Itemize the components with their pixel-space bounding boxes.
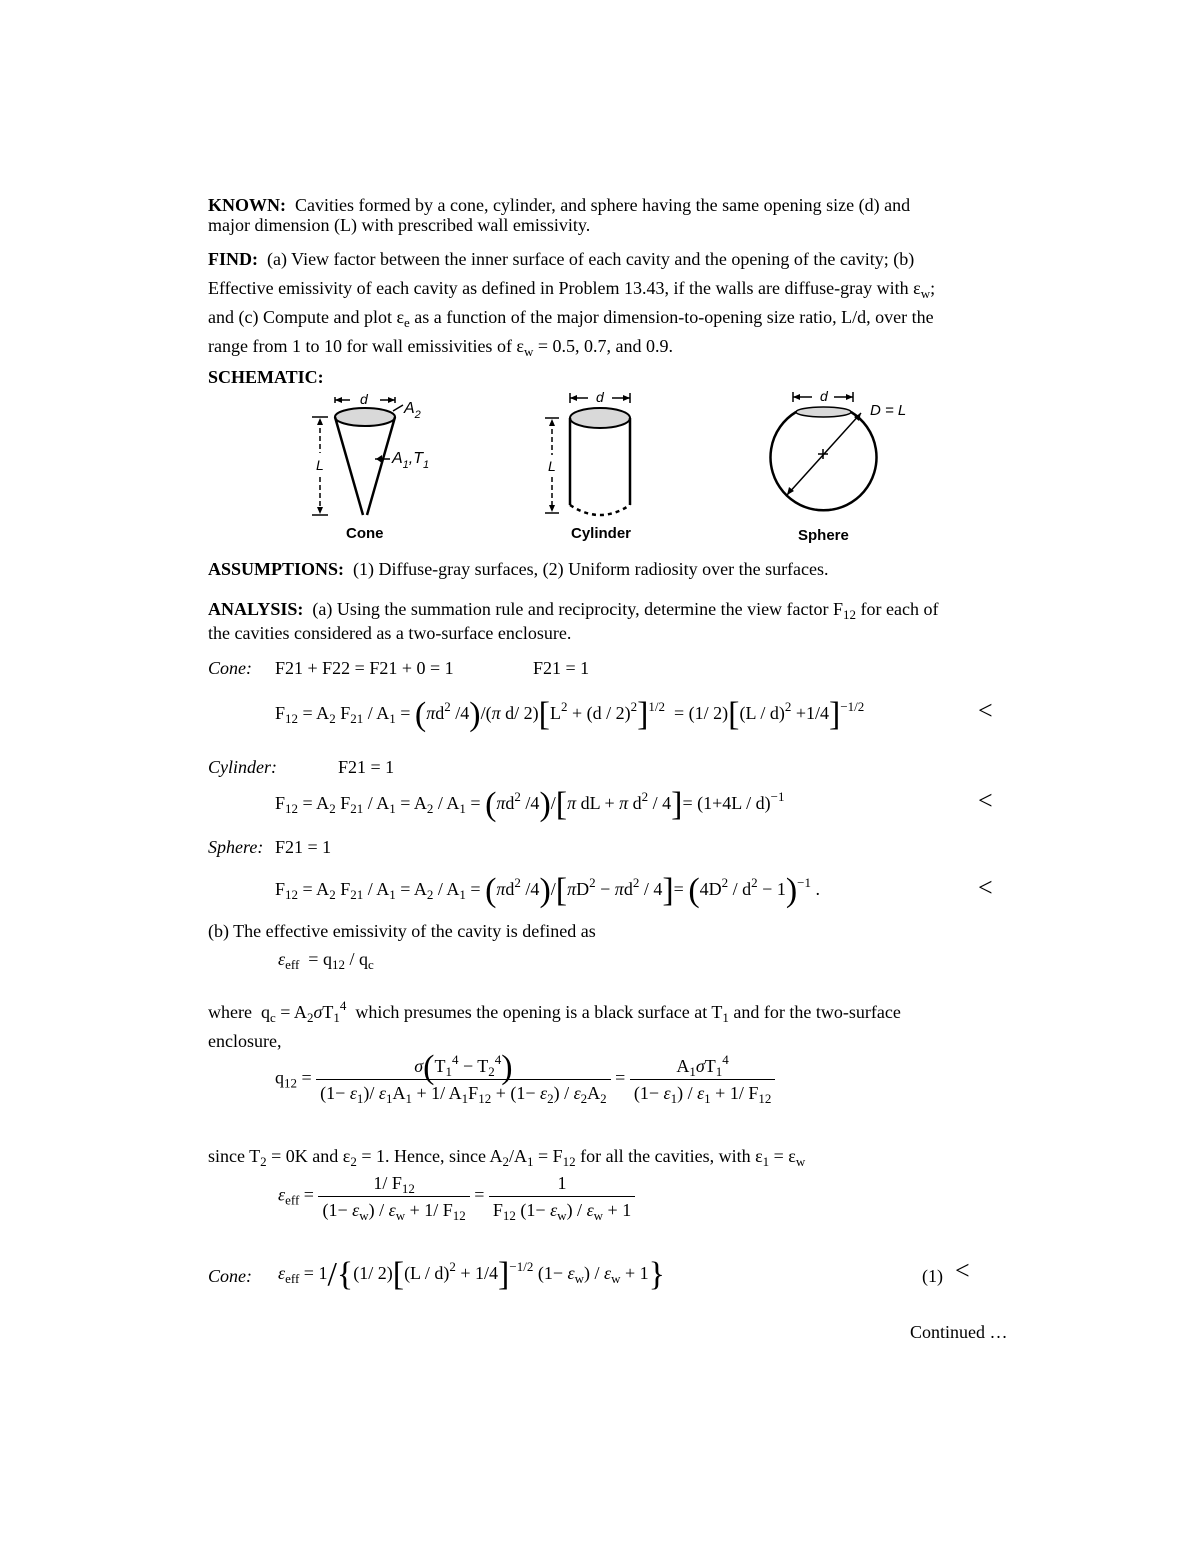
cylinder-label: Cylinder: — [208, 757, 277, 777]
since-b: = 0K and ε — [266, 1146, 351, 1166]
known-line2: major dimension (L) with prescribed wall emissivity. — [208, 215, 591, 235]
find-label: FIND: — [208, 249, 258, 269]
cone-a2-label: $A_2$ — [404, 400, 421, 421]
find-line4a: range from 1 to 10 for wall emissivities of ε — [208, 336, 524, 356]
eff-emissivity-definition: $\varepsilon_{eff} = q_{12} / q_c$ — [278, 949, 374, 972]
since-f-sub: 1 — [762, 1154, 770, 1169]
equation-number: (1) — [922, 1266, 943, 1286]
cone-caption: Cone — [346, 525, 384, 542]
cylinder-figure — [545, 393, 630, 515]
sphere-figure — [771, 392, 877, 510]
since-e-sub: 12 — [562, 1154, 576, 1169]
where-a: where — [208, 1002, 252, 1022]
since-d-sub: 1 — [526, 1154, 534, 1169]
cone-f12-answer-mark: < — [978, 696, 993, 725]
assumptions-text: (1) Diffuse-gray surfaces, (2) Uniform radiosity over the surfaces. — [353, 559, 829, 579]
known-label: KNOWN: — [208, 195, 286, 215]
cone-a1t1-label: $A_1,T_1$ — [392, 450, 430, 471]
since-c-sub: 2 — [502, 1154, 509, 1169]
sphere-f12-answer-mark: < — [978, 873, 993, 902]
part-b-text: (b) The effective emissivity of the cavity is defined as — [208, 921, 596, 941]
find-section — [208, 245, 935, 361]
since-g-sub: w — [795, 1154, 806, 1169]
cone-dim-d: d — [360, 391, 368, 407]
sphere-eq-f21: F21 = 1 — [275, 837, 332, 857]
cone-label: Cone: — [208, 658, 252, 678]
cylinder-caption: Cylinder — [571, 525, 632, 542]
analysis-label: ANALYSIS: — [208, 599, 304, 619]
since-g: = ε — [769, 1146, 796, 1166]
sphere-eq-f12: $F_{12} = A_2$ $F_{21} / A_1 = A_2 / A_1 = (\pi d^2$ $/4)/[\pi D^2 - \pi d^2 / 4]= (4D^2 / d^2 - 1)^{-1}$ . — [275, 872, 820, 909]
known-section — [208, 195, 910, 235]
cone-figure — [312, 397, 403, 515]
cone-eff-equation: $\varepsilon_{eff} = 1/\{(1/$ $2)[(L / d)^2 + 1/4]^{-1/2}$ $(1- \varepsilon_w) / \varepsilon_w + 1$} — [278, 1256, 665, 1293]
where-b: which presumes the opening is a black surface at T — [355, 1002, 723, 1022]
since-c: = 1. Hence, since A — [356, 1146, 503, 1166]
cone-eq-f21: F21 = 1 — [533, 658, 590, 678]
schematic-label: SCHEMATIC: — [208, 367, 324, 387]
q12-equation: $q_{12}$ = $\frac{\sigma(T_1^4 - T_2^4)}{(1- \varepsilon_1)/ \varepsilon_1A_1 + 1/ A_1F_{12} + (1- \varepsilon_2) / \varepsilon_2A_2}$ = $\frac{A_1\sigma T_1^4}{(1- \varepsilon_1) / \varepsilon_1 + 1/ F_{12}}$ — [275, 1055, 775, 1104]
where-b-sub: 1 — [722, 1010, 729, 1025]
continued-note: Continued … — [910, 1322, 1008, 1342]
analysis-line1: (a) Using the summation rule and reciprocity, determine the view factor F — [312, 599, 844, 619]
cone-dim-L: L — [316, 457, 324, 473]
known-line1: Cavities formed by a cone, cylinder, and sphere having the same opening size (d) and — [295, 195, 911, 215]
schematic-figure — [290, 385, 930, 545]
cone-eq-sum: F21 + F22 = F21 + 0 = 1 — [275, 658, 454, 678]
cylinder-eq-f21: F21 = 1 — [338, 757, 395, 777]
sphere-dim-label: D = L — [870, 402, 907, 419]
since-d: /A — [508, 1146, 527, 1166]
analysis-line2: the cavities considered as a two-surface enclosure. — [208, 623, 572, 643]
find-line3b: as a function of the major dimension-to-opening size ratio, L/d, over the — [409, 307, 934, 327]
find-line3a: and (c) Compute and plot ε — [208, 307, 405, 327]
find-line4b: = 0.5, 0.7, and 0.9. — [533, 336, 674, 356]
sphere-dim-d: d — [820, 388, 828, 404]
where-c: and for the two-surface — [728, 1002, 901, 1022]
find-line3-sub: e — [404, 315, 410, 330]
find-line4-sub: w — [524, 344, 534, 359]
analysis-line1-sub: 12 — [843, 607, 857, 622]
cylinder-dim-L: L — [548, 458, 556, 474]
sphere-label: Sphere: — [208, 837, 264, 857]
cylinder-eq-f12: $F_{12} = A_2$ $F_{21} / A_1 = A_2 / A_1 = (\pi d^2$ /4)/[π dL + π $d^2 / 4]= (1+4L / d)^{-1}$ — [275, 786, 785, 823]
since-f: for all the cavities, with ε — [575, 1146, 763, 1166]
find-line2: Effective emissivity of each cavity as defined in Problem 13.43, if the walls are diffuse-gray with ε — [208, 278, 921, 298]
cylinder-f12-answer-mark: < — [978, 786, 993, 815]
cylinder-dim-d: d — [596, 389, 604, 405]
assumptions-section — [208, 559, 829, 579]
analysis-line1-end: for each of — [856, 599, 939, 619]
find-line1: (a) View factor between the inner surface of each cavity and the opening of the cavity; (b) — [267, 249, 915, 269]
analysis-section — [208, 597, 939, 645]
where-line2: enclosure, — [208, 1031, 282, 1051]
find-line2-end: ; — [930, 278, 936, 298]
since-a: since T — [208, 1146, 261, 1166]
where-text: where $q_c = A_2\sigma T_1^4$ which presumes the opening is a black surface at $T_1$ and for the two-surface enclosure, — [208, 998, 901, 1051]
assumptions-label: ASSUMPTIONS: — [208, 559, 345, 579]
eff-emissivity-general: $\varepsilon_{eff}$ = $\frac{1/ F_{12}}{(1- \varepsilon_w) / \varepsilon_w + 1/ F_{12}}$ = $\frac{1}{F_{12} (1- \varepsilon_w) / \varepsilon_w + 1}$ — [278, 1172, 635, 1221]
cone-eff-label: Cone: — [208, 1266, 252, 1286]
since-a-sub: 2 — [260, 1154, 267, 1169]
since-e: = F — [533, 1146, 563, 1166]
cone-eff-answer-mark: < — [955, 1256, 970, 1285]
cone-eq-f12: $F_{12} = A_2$ $F_{21} / A_1 = (\pi d^2$ /4)/(π d/ $2)[L^2 + (d / 2)^2]^{1/2} = (1/$ $2)[(L / d)^2 +1/4]^{-1/2}$ — [275, 696, 865, 733]
since-text — [208, 1146, 806, 1169]
since-b-sub: 2 — [350, 1154, 357, 1169]
find-line2-sub: w — [920, 286, 931, 301]
sphere-caption: Sphere — [798, 527, 849, 544]
